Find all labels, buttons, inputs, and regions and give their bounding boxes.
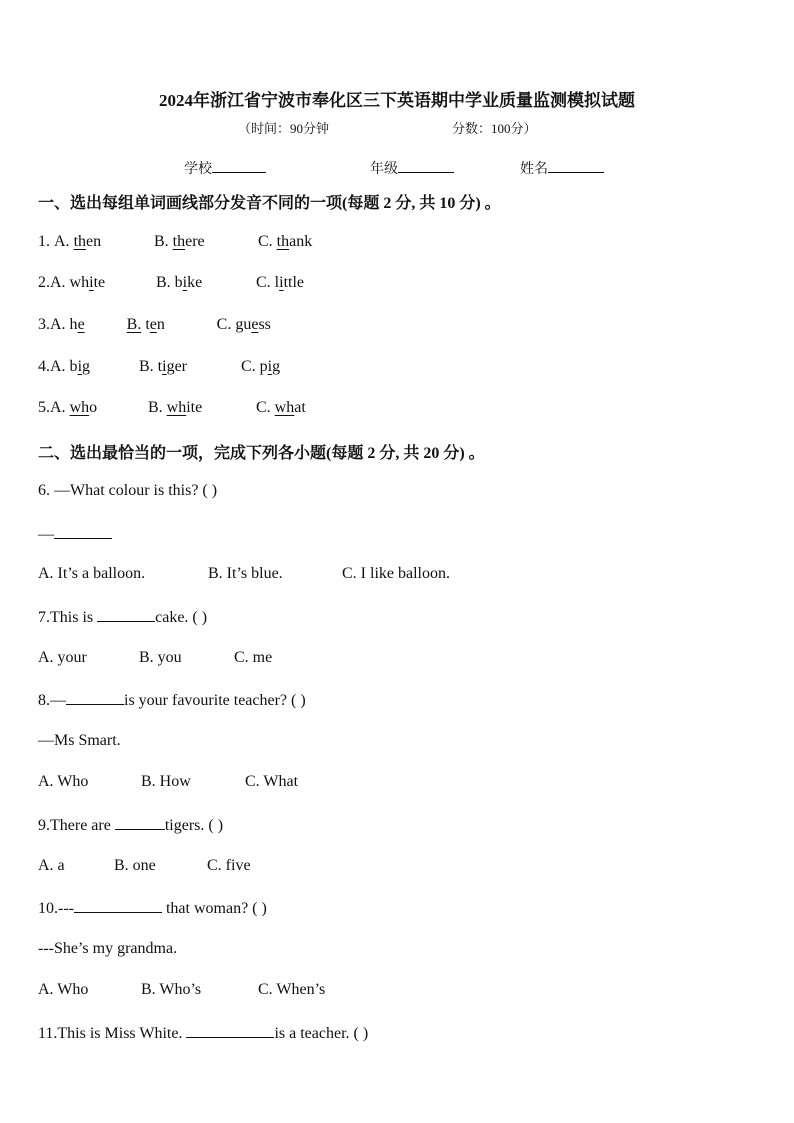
school-field [184,158,266,178]
q4-a-post: g [82,358,91,375]
q1-b-underlined: th [172,233,186,250]
q3-number: 3. [38,316,50,333]
q2-option-c[interactable] [256,274,304,292]
q8-stem-pre: 8.— [38,692,66,709]
q9-blank[interactable] [115,815,165,830]
q10-option-a[interactable]: A. Who [38,981,89,998]
q4-b-post: ger [166,358,188,375]
question-1 [38,233,312,251]
q1-a-post: en [86,233,102,250]
q4-a-underlined: i [77,358,83,375]
q7-blank[interactable] [97,607,155,622]
q1-b-post: ere [185,233,205,250]
q4-number: 4. [38,358,50,375]
q10-option-b[interactable]: B. Who’s [141,981,202,998]
q3-c-pre: C. gu [216,316,252,333]
q2-option-a[interactable] [50,274,156,292]
q11-stem-pre: 11.This is Miss White. [38,1025,187,1042]
q2-a-pre: A. wh [50,274,90,291]
q8-option-b[interactable]: B. How [141,773,191,790]
name-label: 姓名 [520,162,548,177]
q5-number: 5. [38,399,50,416]
q5-option-b[interactable] [148,399,256,417]
q9-stem-post: tigers. ( ) [164,817,224,834]
q2-b-pre: B. b [156,274,183,291]
q3-option-a[interactable] [50,316,85,334]
q1-c-pre: C. [258,233,277,250]
q10-stem [38,898,267,918]
q3-option-c[interactable] [217,316,271,334]
q9-option-b[interactable]: B. one [114,857,156,874]
q7-option-a[interactable]: A. your [38,649,87,666]
q9-stem-pre: 9.There are [38,817,115,834]
q4-c-pre: C. p [241,358,268,375]
exam-score: 分数：100分） [452,121,537,136]
question-5 [38,399,306,417]
q7-stem-pre: 7.This is [38,609,98,626]
q2-a-post: te [93,274,106,291]
q2-number: 2. [38,274,50,291]
question-3 [38,316,271,334]
grade-blank[interactable] [398,158,454,173]
q5-c-underlined: wh [274,399,295,416]
q3-c-underlined: e [251,316,259,333]
name-blank[interactable] [548,158,604,173]
q4-b-underlined: i [162,358,167,375]
q5-option-a[interactable] [50,399,148,417]
q4-option-b[interactable] [139,358,241,376]
q10-stem-pre: 10.--- [38,900,74,917]
q8-stem [38,690,306,710]
q5-option-c[interactable] [256,399,306,417]
q11-blank[interactable] [186,1023,274,1038]
q1-option-a[interactable] [54,233,154,251]
q4-a-pre: A. b [50,358,78,375]
school-label: 学校 [184,162,212,177]
q3-c-post: ss [258,316,271,333]
q6-stem: 6. —What colour is this? ( ) [38,482,218,499]
q6-reply-dash: — [38,526,54,543]
q3-a-underlined: e [77,316,85,333]
q2-c-pre: C. l [256,274,280,291]
q2-c-underlined: i [279,274,284,291]
q9-stem [38,815,223,835]
q5-b-pre: B. [148,399,167,416]
q5-b-underlined: wh [166,399,187,416]
q1-b-pre: B. [154,233,173,250]
q5-a-post: o [89,399,98,416]
grade-field [370,158,454,178]
q3-b-pre: t [141,316,150,333]
q8-stem-post: is your favourite teacher? ( ) [124,692,306,709]
q11-stem [38,1023,368,1043]
q6-option-a[interactable]: A. It’s a balloon. [38,565,146,582]
q8-options [38,773,298,791]
q9-options [38,857,251,875]
q2-b-post: ke [187,274,203,291]
q8-reply: —Ms Smart. [38,732,121,749]
q1-option-b[interactable] [154,233,258,251]
q7-stem [38,607,207,627]
q5-c-pre: C. [256,399,275,416]
q9-option-c[interactable]: C. five [207,857,251,874]
grade-label: 年级 [370,162,398,177]
q4-c-post: g [272,358,281,375]
q4-b-pre: B. t [139,358,163,375]
q10-option-c[interactable]: C. When’s [258,981,326,998]
q3-a-pre: A. h [50,316,78,333]
q6-options [38,565,450,583]
question-4 [38,358,280,376]
q1-a-underlined: th [73,233,87,250]
q9-option-a[interactable]: A. a [38,857,65,874]
q10-reply: ---She’s my grandma. [38,940,178,957]
q10-blank[interactable] [74,898,162,913]
q4-c-underlined: i [267,358,273,375]
q6-reply [38,524,112,544]
q10-options [38,981,325,999]
q6-blank[interactable] [54,524,112,539]
q11-stem-post: is a teacher. ( ) [274,1025,369,1042]
name-field [520,158,604,178]
q7-options [38,649,272,667]
section1-title: 一、选出每组单词画线部分发音不同的一项(每题 2 分, 共 10 分) 。 [38,195,501,212]
q1-a-pre: A. [54,233,74,250]
q7-stem-post: cake. ( ) [155,609,208,626]
q2-b-underlined: i [182,274,188,291]
q7-option-c[interactable]: C. me [234,649,273,666]
q1-option-c[interactable] [258,233,312,251]
q4-option-c[interactable] [241,358,280,376]
q6-option-c[interactable]: C. I like balloon. [342,565,450,582]
q2-option-b[interactable] [156,274,256,292]
school-blank[interactable] [212,158,266,173]
q5-a-pre: A. [50,399,70,416]
q4-option-a[interactable] [50,358,139,376]
q5-a-underlined: wh [69,399,90,416]
q8-option-a[interactable]: A. Who [38,773,89,790]
q5-c-post: at [294,399,306,416]
q2-a-underlined: i [89,274,94,291]
q8-blank[interactable] [66,690,124,705]
page-title: 2024年浙江省宁波市奉化区三下英语期中学业质量监测模拟试题 [159,91,635,110]
q3-b-label: B. [126,316,142,333]
q3-b-post: n [156,316,165,333]
q5-b-post: ite [186,399,203,416]
section2-title: 二、选出最恰当的一项，完成下列各小题(每题 2 分, 共 20 分) 。 [38,445,485,462]
q10-stem-post: that woman? ( ) [161,900,267,917]
q2-c-post: ttle [283,274,305,291]
exam-time: （时间：90分钟 [238,121,330,136]
q1-c-post: ank [289,233,313,250]
q3-b-underlined: e [149,316,157,333]
question-2 [38,274,304,292]
q3-option-b[interactable] [85,316,217,334]
q6-option-b[interactable]: B. It’s blue. [208,565,283,582]
q1-number: 1. [38,233,54,250]
q1-c-underlined: th [276,233,290,250]
q8-option-c[interactable]: C. What [245,773,299,790]
q7-option-b[interactable]: B. you [139,649,182,666]
